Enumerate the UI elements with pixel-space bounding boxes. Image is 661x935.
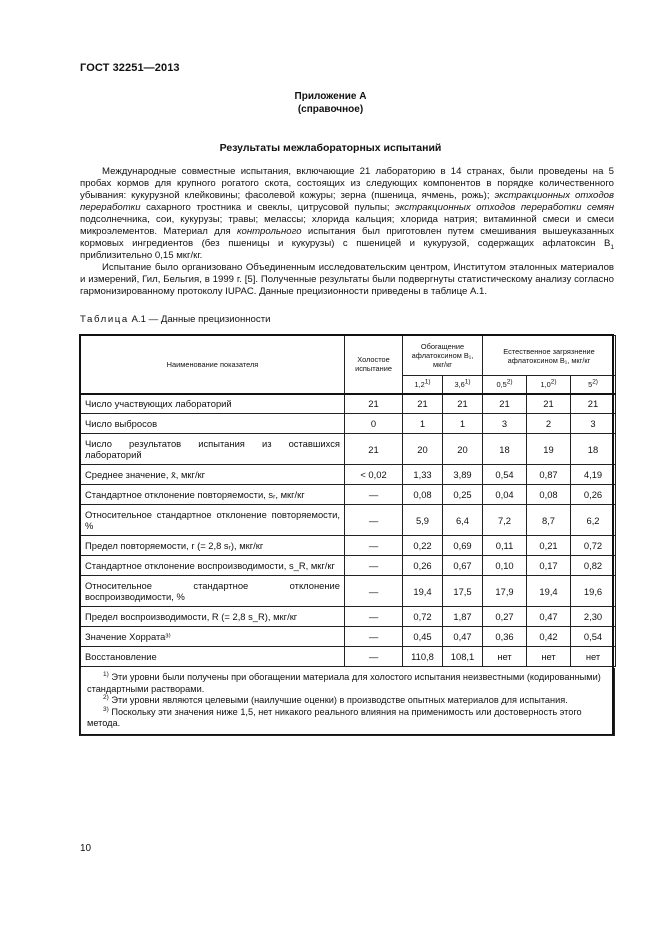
- cell-value: 0,42: [527, 627, 571, 647]
- table-row: [81, 465, 616, 485]
- cell-value: нет: [527, 647, 571, 667]
- footnote-mark: 1): [103, 670, 109, 678]
- row-indicator-name: Предел воспроизводимости, R (= 2,8 s_R), мкг/кг: [81, 607, 345, 627]
- cell-value: 21: [571, 394, 616, 414]
- cell-value: 1: [403, 414, 443, 434]
- cell-value: 0,17: [527, 556, 571, 576]
- row-indicator-name: Число результатов испытания из оставшихся лабораторий: [81, 434, 345, 465]
- cell-blank-test: —: [345, 576, 403, 607]
- table-footnotes: [80, 668, 615, 736]
- cell-value: 19,4: [527, 576, 571, 607]
- p1-italic-1: экстракционных отходов переработки: [80, 190, 614, 213]
- annex-heading: [0, 90, 661, 116]
- header-indicator: Наименование показателя: [81, 336, 345, 394]
- level-footnote-mark: 2): [506, 378, 513, 386]
- p1-subscript: 1: [610, 243, 614, 251]
- cell-value: нет: [571, 647, 616, 667]
- cell-value: 0,11: [483, 536, 527, 556]
- row-indicator-name: Стандартное отклонение повторяемости, sᵣ, мкг/кг: [81, 485, 345, 505]
- cell-value: 20: [443, 434, 483, 465]
- cell-value: 19: [527, 434, 571, 465]
- header-natural: Естественное загрязнение афлатоксином B₁, мкг/кг: [483, 336, 616, 376]
- cell-value: 0,72: [571, 536, 616, 556]
- precision-table: [80, 335, 616, 667]
- paragraph-1: [80, 166, 614, 262]
- cell-value: 20: [403, 434, 443, 465]
- cell-value: 0,67: [443, 556, 483, 576]
- cell-blank-test: —: [345, 607, 403, 627]
- cell-value: 6,2: [571, 505, 616, 536]
- cell-value: 0,21: [527, 536, 571, 556]
- level-value: 1,0: [540, 379, 551, 389]
- cell-value: 0,72: [403, 607, 443, 627]
- level-footnote-mark: 2): [550, 378, 557, 386]
- table-row: [81, 576, 616, 607]
- cell-blank-test: < 0,02: [345, 465, 403, 485]
- cell-value: нет: [483, 647, 527, 667]
- table-row: [81, 434, 616, 465]
- p1-text-5: приблизительно 0,15 мкг/кг.: [80, 250, 203, 261]
- cell-value: 0,36: [483, 627, 527, 647]
- cell-value: 21: [483, 394, 527, 414]
- p1-italic-3: контрольного: [237, 226, 302, 237]
- table-caption: [80, 314, 270, 325]
- cell-blank-test: —: [345, 536, 403, 556]
- cell-blank-test: —: [345, 647, 403, 667]
- cell-value: 0,08: [403, 485, 443, 505]
- table-row: [81, 556, 616, 576]
- cell-value: 0,47: [527, 607, 571, 627]
- table-row: [81, 536, 616, 556]
- row-indicator-name: Относительное стандартное отклонение воспроизводимости, %: [81, 576, 345, 607]
- cell-value: 2,30: [571, 607, 616, 627]
- row-indicator-name: Восстановление: [81, 647, 345, 667]
- subheader-level: [527, 376, 571, 394]
- footnote-mark: 3): [103, 705, 109, 713]
- cell-blank-test: —: [345, 505, 403, 536]
- cell-value: 0,26: [571, 485, 616, 505]
- cell-value: 0,54: [483, 465, 527, 485]
- row-indicator-name: Предел повторяемости, r (= 2,8 sᵣ), мкг/кг: [81, 536, 345, 556]
- cell-value: 0,47: [443, 627, 483, 647]
- cell-value: 1,87: [443, 607, 483, 627]
- cell-value: 0,69: [443, 536, 483, 556]
- cell-value: 19,4: [403, 576, 443, 607]
- footnote: [87, 672, 608, 695]
- cell-value: 0,22: [403, 536, 443, 556]
- cell-value: 3: [571, 414, 616, 434]
- level-value: 3,6: [454, 379, 465, 389]
- cell-blank-test: 21: [345, 394, 403, 414]
- cell-blank-test: 0: [345, 414, 403, 434]
- cell-value: 17,5: [443, 576, 483, 607]
- cell-value: 0,87: [527, 465, 571, 485]
- cell-value: 7,2: [483, 505, 527, 536]
- cell-value: 1,33: [403, 465, 443, 485]
- p1-italic-2: экстракционных отходов переработки семян: [395, 202, 615, 213]
- section-title: Результаты межлабораторных испытаний: [219, 142, 442, 154]
- table-caption-text: А.1 — Данные прецизионности: [131, 314, 271, 325]
- cell-value: 21: [443, 394, 483, 414]
- cell-value: 2: [527, 414, 571, 434]
- annex-label: Приложение А: [294, 91, 367, 102]
- cell-value: 6,4: [443, 505, 483, 536]
- cell-value: 108,1: [443, 647, 483, 667]
- cell-value: 0,25: [443, 485, 483, 505]
- subheader-level: [483, 376, 527, 394]
- p1-text-2: сахарного тростника и свеклы, цитрусовой пульпы;: [140, 202, 396, 213]
- table-caption-label: Таблица: [80, 314, 129, 325]
- row-indicator-name: Относительное стандартное отклонение повторяемости, %: [81, 505, 345, 536]
- cell-value: 1: [443, 414, 483, 434]
- cell-value: 0,10: [483, 556, 527, 576]
- footnote-text: Эти уровни являются целевыми (наилучшие оценки) в производстве опытных материалов для испытания.: [111, 695, 568, 705]
- cell-value: 17,9: [483, 576, 527, 607]
- table-row: [81, 394, 616, 414]
- row-indicator-name: Среднее значение, x̄, мкг/кг: [81, 465, 345, 485]
- cell-blank-test: —: [345, 556, 403, 576]
- p1-text-4: испытания был приготовлен путем смешивания вышеуказанных кормовых ингредиентов (без пшеницы и кукурузы) с пшеницей и кукурузой, содержащих афлатоксин B: [80, 226, 614, 249]
- cell-blank-test: 21: [345, 434, 403, 465]
- table-row: [81, 414, 616, 434]
- cell-value: 0,26: [403, 556, 443, 576]
- row-indicator-name: Число выбросов: [81, 414, 345, 434]
- standard-designation: ГОСТ 32251—2013: [80, 62, 180, 74]
- table-row: [81, 647, 616, 667]
- level-footnote-mark: 2): [592, 378, 598, 386]
- table-row: [81, 607, 616, 627]
- table-row: [81, 485, 616, 505]
- cell-value: 18: [483, 434, 527, 465]
- table-row: [81, 505, 616, 536]
- cell-value: 0,27: [483, 607, 527, 627]
- cell-value: 0,54: [571, 627, 616, 647]
- footnote: [87, 695, 608, 707]
- subheader-level: [403, 376, 443, 394]
- cell-value: 3,89: [443, 465, 483, 485]
- level-value: 0,5: [496, 379, 507, 389]
- level-value: 5: [588, 379, 593, 389]
- header-blank-test: Холостое испытание: [345, 336, 403, 394]
- header-spiked: Обогащение афлатоксином B₁, мкг/кг: [403, 336, 483, 376]
- cell-value: 0,04: [483, 485, 527, 505]
- level-footnote-mark: 1): [424, 378, 431, 386]
- subheader-level: [571, 376, 616, 394]
- cell-value: 3: [483, 414, 527, 434]
- page-number: 10: [80, 843, 92, 854]
- level-footnote-mark: 1): [464, 378, 471, 386]
- subheader-level: [443, 376, 483, 394]
- p1-text-1: Международные совместные испытания, включающие 21 лабораторию в 14 странах, были проведены на 5 пробах кормов для крупного рогатого скота, состоящих из следующих компонентов в порядке количественного убывания: кукурузной клейковины; фасолевой кожуры; зерна (пшеница, ячмень, рожь);: [80, 166, 614, 201]
- cell-value: 4,19: [571, 465, 616, 485]
- footnote: [87, 707, 608, 730]
- row-indicator-name: Стандартное отклонение воспроизводимости, s_R, мкг/кг: [81, 556, 345, 576]
- cell-value: 21: [403, 394, 443, 414]
- cell-value: 0,82: [571, 556, 616, 576]
- cell-value: 8,7: [527, 505, 571, 536]
- annex-type: (справочное): [297, 104, 364, 115]
- footnote-text: Поскольку эти значения ниже 1,5, нет никакого реального влияния на применимость или достоверность этого метода.: [87, 706, 582, 728]
- row-indicator-name: Число участвующих лабораторий: [81, 394, 345, 414]
- row-indicator-name: Значение Хоррата³⁾: [81, 627, 345, 647]
- cell-value: 5,9: [403, 505, 443, 536]
- paragraph-2: Испытание было организовано Объединенным исследовательским центром, Институтом эталонных материалов и измерений, Гил, Бельгия, в 1999 г. [5]. Полученные результаты были подвергнуты статистическому анализу согласно гармонизированному протоколу IUPAC. Данные прецизионности приведены в таблице А.1.: [80, 262, 614, 297]
- cell-value: 0,08: [527, 485, 571, 505]
- cell-blank-test: —: [345, 485, 403, 505]
- cell-value: 21: [527, 394, 571, 414]
- footnote-text: Эти уровни были получены при обогащении материала для холостого испытания неизвестными (кодированными) стандартными растворами.: [87, 672, 601, 694]
- p1-text-3: подсолнечника, сои, кукурузы; травы; мелассы; хлорида кальция; хлорида натрия; витаминной смеси и смеси микроэлементов. Материал для: [80, 214, 614, 237]
- cell-value: 18: [571, 434, 616, 465]
- level-value: 1,2: [414, 379, 425, 389]
- cell-blank-test: —: [345, 627, 403, 647]
- body-text: [80, 166, 614, 298]
- table-row: [81, 627, 616, 647]
- cell-value: 19,6: [571, 576, 616, 607]
- footnote-mark: 2): [103, 693, 109, 701]
- cell-value: 0,45: [403, 627, 443, 647]
- cell-value: 110,8: [403, 647, 443, 667]
